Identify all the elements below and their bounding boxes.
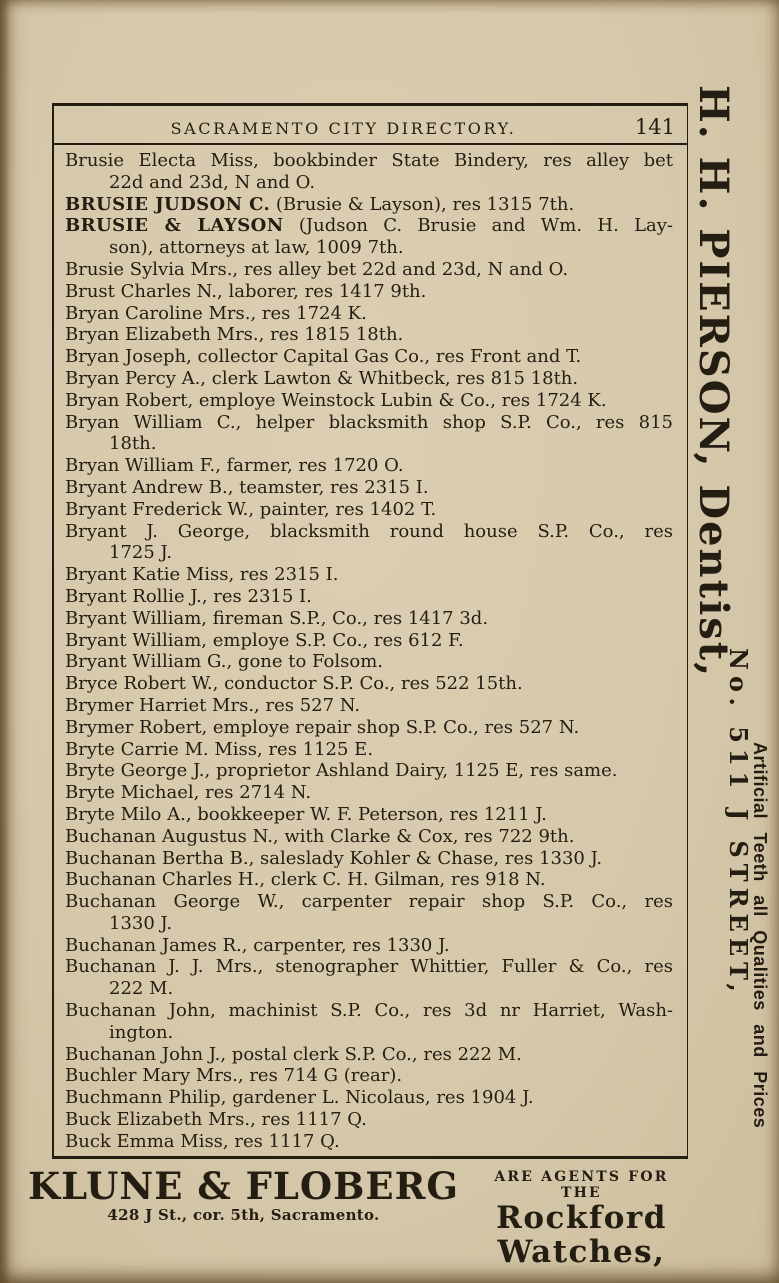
directory-entry	[65, 194, 673, 216]
entry-line: Buchmann Philip, gardener L. Nicolaus, res 1904 J.	[65, 1087, 534, 1109]
entry-line: Bryan Percy A., clerk Lawton & Whitbeck, res 815 18th.	[65, 367, 579, 389]
footer-tagline: ARE AGENTS FOR THE	[494, 1169, 669, 1201]
footer-advertiser-name: KLUNE & FLOBERG	[28, 1164, 459, 1208]
directory-entry	[65, 1109, 673, 1131]
entry-line-continuation: ington.	[109, 1021, 174, 1043]
directory-entry	[65, 1000, 673, 1044]
directory-entry	[65, 935, 673, 957]
directory-entry	[65, 695, 673, 717]
entry-line: Bryant Rollie J., res 2315 I.	[65, 585, 312, 607]
entry-line: Bryan Joseph, collector Capital Gas Co., res Front and T.	[65, 346, 582, 368]
footer-advertiser-address: 428 J St., cor. 5th, Sacramento.	[107, 1206, 380, 1224]
directory-entry	[65, 586, 673, 608]
margin-ad-tagline: Artificial Teeth all Qualities and Prices	[750, 742, 770, 1129]
directory-entry	[65, 760, 673, 782]
entry-line: Buchanan J. J. Mrs., stenographer Whittier, Fuller & Co., res	[65, 956, 673, 978]
entry-line: Bryant Katie Miss, res 2315 I.	[65, 564, 339, 586]
entry-line-continuation: 1725 J.	[109, 542, 173, 564]
directory-entry	[65, 303, 673, 325]
entry-line: Bryant Frederick W., painter, res 1402 T.	[65, 498, 437, 520]
entry-line-continuation: 18th.	[109, 433, 157, 455]
entry-line-continuation: 1330 J.	[109, 912, 173, 934]
page-title: SACRAMENTO CITY DIRECTORY.	[170, 119, 517, 138]
margin-ad-street-address: No. 511 J STREET,	[724, 648, 753, 998]
directory-entry	[65, 956, 673, 1000]
directory-entry	[65, 1131, 673, 1153]
page-number: 141	[634, 115, 675, 139]
directory-entry	[65, 215, 673, 259]
directory-entry	[65, 848, 673, 870]
entry-line: Buchanan John, machinist S.P. Co., res 3d nr Harriet, Wash-	[65, 1000, 673, 1022]
directory-entry	[65, 499, 673, 521]
entry-line: Bryan Caroline Mrs., res 1724 K.	[65, 302, 367, 324]
directory-entry-list	[54, 145, 687, 1153]
entry-line: Bryant William, fireman S.P., Co., res 1417 3d.	[65, 607, 489, 629]
directory-entry	[65, 826, 673, 848]
directory-entry	[65, 564, 673, 586]
directory-entry	[65, 717, 673, 739]
directory-entry	[65, 1087, 673, 1109]
footer-ad-right	[475, 1168, 688, 1269]
entry-line: Bryan William F., farmer, res 1720 O.	[65, 455, 404, 477]
directory-entry	[65, 259, 673, 281]
entry-line: Buchanan Bertha B., saleslady Kohler & Chase, res 1330 J.	[65, 847, 603, 869]
entry-line: BRUSIE & LAYSON (Judson C. Brusie and Wm. H. Lay-	[65, 215, 674, 237]
footer-product-name: Rockford Watches,	[496, 1200, 667, 1271]
entry-line: Bryant J. George, blacksmith round house S.P. Co., res	[65, 520, 673, 542]
directory-entry	[65, 412, 673, 456]
entry-name-bold: BRUSIE JUDSON C.	[65, 193, 271, 215]
entry-line: Buchanan George W., carpenter repair shop S.P. Co., res	[65, 891, 673, 913]
entry-line: Buck Elizabeth Mrs., res 1117 Q.	[65, 1109, 367, 1131]
directory-entry	[65, 455, 673, 477]
entry-line: Buchanan Augustus N., with Clarke & Cox, res 722 9th.	[65, 825, 575, 847]
directory-entry	[65, 346, 673, 368]
directory-entry	[65, 651, 673, 673]
entry-line: Brusie Sylvia Mrs., res alley bet 22d and 23d, N and O.	[65, 258, 569, 280]
entry-line: Bryan Robert, employe Weinstock Lubin & Co., res 1724 K.	[65, 389, 607, 411]
directory-entry	[65, 891, 673, 935]
directory-entry	[65, 1065, 673, 1087]
entry-line-continuation: 222 M.	[109, 978, 174, 1000]
entry-line: Buchanan James R., carpenter, res 1330 J.	[65, 934, 450, 956]
footer-ad-left	[28, 1164, 459, 1224]
entry-line: Brust Charles N., laborer, res 1417 9th.	[65, 280, 427, 302]
directory-entry	[65, 630, 673, 652]
entry-line: Bryant William G., gone to Folsom.	[65, 651, 383, 673]
entry-line: Brymer Harriet Mrs., res 527 N.	[65, 694, 361, 716]
entry-name-bold: BRUSIE & LAYSON	[65, 215, 284, 237]
entry-line: Bryan William C., helper blacksmith shop S.P. Co., res 815	[65, 411, 673, 433]
entry-line: Bryte Carrie M. Miss, res 1125 E.	[65, 738, 374, 760]
directory-entry	[65, 739, 673, 761]
entry-line: Buchler Mary Mrs., res 714 G (rear).	[65, 1065, 403, 1087]
entry-line-continuation: son), attorneys at law, 1009 7th.	[109, 237, 404, 259]
entry-line: Bryce Robert W., conductor S.P. Co., res 522 15th.	[65, 673, 523, 695]
entry-line: BRUSIE JUDSON C. (Brusie & Layson), res 1315 7th.	[65, 193, 575, 215]
margin-ad-advertiser-name: H. H. PIERSON, Dentist,	[690, 85, 737, 679]
entry-line-continuation: 22d and 23d, N and O.	[109, 171, 316, 193]
entry-line: Bryte George J., proprietor Ashland Dairy, 1125 E, res same.	[65, 760, 618, 782]
entry-line: Bryte Milo A., bookkeeper W. F. Peterson, res 1211 J.	[65, 803, 547, 825]
directory-entry	[65, 521, 673, 565]
entry-line: Bryant William, employe S.P. Co., res 612 F.	[65, 629, 464, 651]
directory-entry	[65, 804, 673, 826]
directory-entry	[65, 281, 673, 303]
directory-entry	[65, 477, 673, 499]
directory-entry	[65, 608, 673, 630]
entry-line: Brusie Electa Miss, bookbinder State Bindery, res alley bet	[65, 150, 673, 171]
directory-entry	[65, 869, 673, 891]
directory-entry	[65, 782, 673, 804]
directory-entry	[65, 150, 673, 194]
entry-line: Brymer Robert, employe repair shop S.P. Co., res 527 N.	[65, 716, 580, 738]
entry-line: Bryte Michael, res 2714 N.	[65, 782, 312, 804]
entry-line: Buck Emma Miss, res 1117 Q.	[65, 1130, 340, 1152]
entry-line: Bryan Elizabeth Mrs., res 1815 18th.	[65, 324, 404, 346]
footer-ad	[28, 1164, 688, 1271]
entry-line: Bryant Andrew B., teamster, res 2315 I.	[65, 476, 429, 498]
directory-entry	[65, 324, 673, 346]
directory-content-box	[52, 103, 688, 1159]
directory-entry	[65, 390, 673, 412]
directory-entry	[65, 1044, 673, 1066]
directory-entry	[65, 673, 673, 695]
entry-line: Buchanan Charles H., clerk C. H. Gilman, res 918 N.	[65, 869, 546, 891]
page-header	[54, 106, 687, 145]
directory-entry	[65, 368, 673, 390]
entry-line: Buchanan John J., postal clerk S.P. Co., res 222 M.	[65, 1043, 522, 1065]
